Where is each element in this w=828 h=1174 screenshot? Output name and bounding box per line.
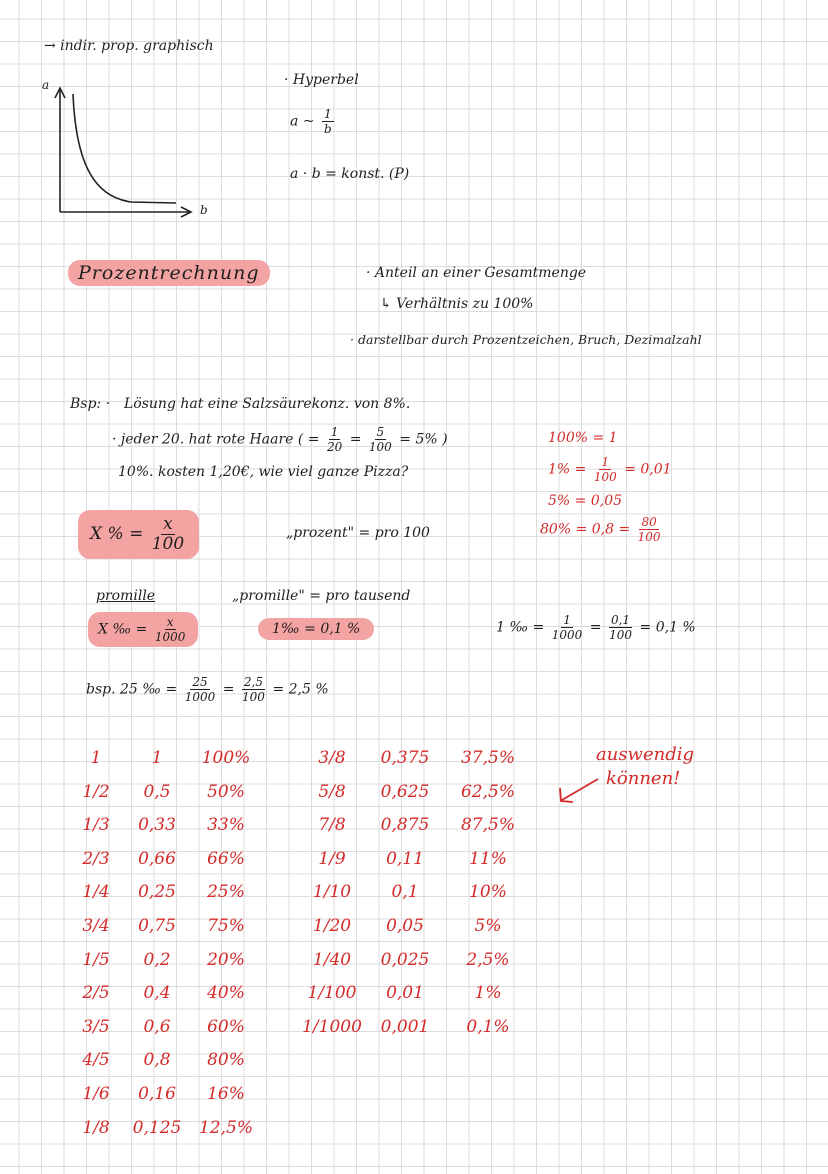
hyperbel-product: a · b = konst. (P) <box>290 166 410 182</box>
promille-formula <box>88 612 198 647</box>
promille-example-fraction-1 <box>185 676 216 703</box>
table-cell: 0,1% <box>466 1016 510 1037</box>
promille-relation-post: = 0,1 % <box>639 619 696 636</box>
table-cell: 0,11 <box>386 848 424 869</box>
hyperbel-proportional <box>290 108 337 135</box>
examples-label: Bsp: · <box>70 396 111 412</box>
frac-num: 0,1 <box>610 613 631 627</box>
table-cell: 16% <box>207 1083 245 1104</box>
table-cell: 11% <box>469 848 507 869</box>
hyperbel-title: · Hyperbel <box>284 72 359 88</box>
promille-example-fraction-2 <box>242 676 265 703</box>
table-cell: 1/6 <box>82 1083 110 1104</box>
table-column-decimal-1 <box>124 742 190 1145</box>
table-column-decimal-2 <box>372 742 438 1044</box>
promille-example <box>86 676 329 703</box>
hyperbola-graph <box>36 72 206 222</box>
table-cell: 1/8 <box>82 1117 110 1138</box>
table-cell: 0,625 <box>380 781 430 802</box>
table-cell: 0,125 <box>132 1117 182 1138</box>
promille-relation <box>496 614 696 641</box>
frac-den: 100 <box>151 534 185 554</box>
table-cell: 37,5% <box>460 748 515 768</box>
table-cell: 50% <box>207 781 245 802</box>
table-cell: 75% <box>207 915 245 936</box>
frac-den: 1000 <box>551 628 583 642</box>
frac-den: 100 <box>609 628 632 642</box>
table-cell: 0,025 <box>380 949 430 970</box>
frac-num: x <box>163 514 173 534</box>
table-cell: 1 <box>151 748 163 768</box>
table-cell: 3/5 <box>82 1016 110 1037</box>
header-line: → indir. prop. graphisch <box>44 38 214 54</box>
table-column-fraction-2 <box>302 742 362 1044</box>
table-cell: 2/3 <box>82 848 110 869</box>
conversion-2-fraction <box>594 456 617 483</box>
frac-num: 1 <box>323 107 332 121</box>
table-cell: 0,1 <box>391 882 419 903</box>
frac-num: x <box>166 615 174 629</box>
table-cell: 0,5 <box>143 781 171 802</box>
table-cell: 0,2 <box>143 949 171 970</box>
note-line-2: können! <box>606 768 681 789</box>
table-cell: 1/20 <box>312 915 352 936</box>
hyperbel-prop-left: a ~ <box>290 113 315 130</box>
table-cell: 3/4 <box>82 915 110 936</box>
arrow-icon <box>556 776 602 806</box>
note-line-1: auswendig <box>596 744 695 765</box>
table-cell: 1% <box>474 983 502 1004</box>
table-cell: 1 <box>90 748 102 768</box>
table-cell: 3/8 <box>318 748 346 768</box>
conversion-2 <box>548 456 672 483</box>
table-cell: 87,5% <box>460 815 515 836</box>
table-cell: 1/3 <box>82 815 110 836</box>
table-cell: 0,875 <box>380 815 430 836</box>
frac-den: 1000 <box>154 630 186 644</box>
table-cell: 62,5% <box>460 781 515 802</box>
table-cell: 10% <box>469 882 507 903</box>
table-cell: 0,001 <box>380 1016 430 1037</box>
table-cell: 0,6 <box>143 1016 171 1037</box>
promille-meaning: „promille" = pro tausend <box>232 588 411 604</box>
prozent-heading: Prozentrechnung <box>68 260 270 286</box>
table-column-fraction-1 <box>72 742 120 1145</box>
table-cell: 1/4 <box>82 882 110 903</box>
table-cell: 12,5% <box>198 1117 253 1138</box>
frac-den: 100 <box>368 440 392 454</box>
example-1: Lösung hat eine Salzsäurekonz. von 8%. <box>124 396 411 412</box>
promille-formula-fraction <box>155 616 186 643</box>
conversion-2-post: = 0,01 <box>624 461 672 478</box>
promille-relation-fraction-2 <box>609 614 632 641</box>
table-cell: 20% <box>207 949 245 970</box>
example-2-pre: · jeder 20. hat rote Haare ( = <box>112 431 320 448</box>
table-cell: 60% <box>207 1016 245 1037</box>
percent-formula-fraction <box>152 516 184 553</box>
example-3: 10%. kosten 1,20€, wie viel ganze Pizza? <box>118 464 409 480</box>
table-cell: 25% <box>207 882 245 903</box>
table-cell: 4/5 <box>82 1050 110 1071</box>
hyperbel-fraction <box>322 108 334 135</box>
promille-title: promille <box>96 588 156 604</box>
table-cell: 0,33 <box>138 815 176 836</box>
table-cell: 1/5 <box>82 949 110 970</box>
table-cell: 0,16 <box>138 1083 176 1104</box>
table-cell: 1/40 <box>312 949 352 970</box>
frac-den: 100 <box>637 530 661 544</box>
table-column-percent-1 <box>186 742 266 1145</box>
conversion-4-pre: 80% = 0,8 = <box>540 521 631 538</box>
prozent-def-1: · Anteil an einer Gesamtmenge <box>366 265 587 281</box>
conversion-4-fraction <box>638 516 661 543</box>
frac-num: 1 <box>601 455 610 469</box>
percent-formula-left: X % = <box>90 524 144 544</box>
frac-num: 25 <box>192 675 208 689</box>
x-axis-label: b <box>200 203 208 217</box>
table-cell: 0,66 <box>138 848 176 869</box>
frac-num: 2,5 <box>243 675 263 689</box>
conversion-2-pre: 1% = <box>548 461 587 478</box>
frac-num: 1 <box>330 425 339 439</box>
promille-relation-eq: = <box>589 619 602 636</box>
table-cell: 40% <box>207 983 245 1004</box>
table-cell: 0,01 <box>386 983 424 1004</box>
table-cell: 80% <box>207 1050 245 1071</box>
promille-example-pre: bsp. 25 ‰ = <box>86 681 178 698</box>
frac-num: 80 <box>641 515 657 529</box>
example-2-eq: = <box>349 431 362 448</box>
table-cell: 1/100 <box>307 983 357 1004</box>
promille-relation-fraction-1 <box>552 614 583 641</box>
table-cell: 1/10 <box>312 882 352 903</box>
frac-num: 5 <box>376 425 385 439</box>
table-cell: 33% <box>207 815 245 836</box>
table-cell: 1/2 <box>82 781 110 802</box>
table-cell: 2,5% <box>466 949 510 970</box>
example-2-post: = 5% ) <box>399 431 448 448</box>
table-cell: 5% <box>474 915 502 936</box>
prozent-def-2: ↳ Verhältnis zu 100% <box>380 296 534 312</box>
conversion-4 <box>540 516 664 543</box>
table-cell: 66% <box>207 848 245 869</box>
promille-example-eq: = <box>222 681 235 698</box>
example-2-fraction-1 <box>327 426 342 453</box>
table-cell: 0,75 <box>138 915 176 936</box>
promille-box: 1‰ = 0,1 % <box>258 618 374 640</box>
promille-example-post: = 2,5 % <box>272 681 329 698</box>
percent-formula <box>78 510 199 559</box>
promille-relation-pre: 1 ‰ = <box>496 619 545 636</box>
promille-formula-left: X ‰ = <box>98 621 148 638</box>
example-2-fraction-2 <box>369 426 392 453</box>
frac-den: 100 <box>241 690 265 704</box>
table-cell: 0,375 <box>380 748 430 768</box>
table-cell: 0,25 <box>138 882 176 903</box>
frac-num: 1 <box>563 613 571 627</box>
table-cell: 2/5 <box>82 983 110 1004</box>
table-cell: 1/1000 <box>302 1016 362 1037</box>
y-axis-label: a <box>42 78 50 92</box>
table-cell: 100% <box>201 748 251 768</box>
table-cell: 5/8 <box>318 781 346 802</box>
table-cell: 1/9 <box>318 848 346 869</box>
frac-den: 100 <box>593 470 617 484</box>
conversion-3: 5% = 0,05 <box>548 493 623 509</box>
conversion-1: 100% = 1 <box>548 430 618 446</box>
table-cell: 0,05 <box>386 915 424 936</box>
table-cell: 0,4 <box>143 983 171 1004</box>
table-column-percent-2 <box>452 742 524 1044</box>
table-cell: 7/8 <box>318 815 346 836</box>
table-cell: 0,8 <box>143 1050 171 1071</box>
prozent-def-3: · darstellbar durch Prozentzeichen, Bruch, Dezimalzahl <box>350 332 702 347</box>
frac-den: b <box>323 122 332 136</box>
prozent-meaning: „prozent" = pro 100 <box>286 525 430 541</box>
frac-den: 1000 <box>184 690 216 704</box>
frac-den: 20 <box>326 440 343 454</box>
example-2 <box>112 426 448 453</box>
